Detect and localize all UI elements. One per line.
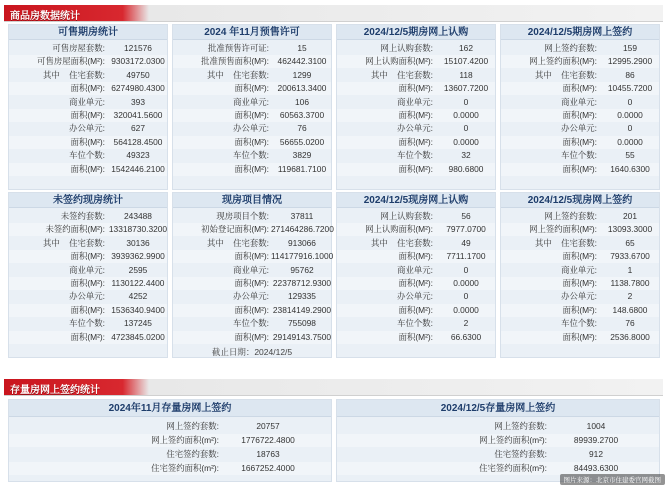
row-label: 办公单元: <box>397 123 433 134</box>
row-label: 住宅套数: <box>397 237 433 248</box>
row-label: 网上签约套数: <box>494 421 547 431</box>
row-value: 10455.7200 <box>607 83 653 94</box>
row-label: 面积(M²): <box>70 304 105 315</box>
stats-row <box>9 462 331 475</box>
row-label: 面积(M²): <box>398 110 433 120</box>
stats-row <box>501 96 659 109</box>
stats-row <box>337 317 495 330</box>
row-value: 13093.3000 <box>607 224 653 235</box>
stats-panel <box>336 192 496 358</box>
row-label: 网上签约套数: <box>544 43 597 53</box>
row-value: 0 <box>627 96 633 107</box>
row-label: 面积(M²): <box>234 83 269 94</box>
row-value: 980.6800 <box>448 163 484 174</box>
row-label: 商业单元: <box>561 264 597 275</box>
row-value: 95762 <box>290 264 314 275</box>
row-label: 住宅签约面积(m²): <box>151 463 219 473</box>
row-value: 912 <box>589 449 603 459</box>
row-value: 86 <box>625 69 635 80</box>
row-label: 住宅套数: <box>561 237 597 248</box>
panel-title: 2024/12/5期房网上签约 <box>501 25 659 40</box>
stats-row <box>173 163 331 176</box>
stats-row <box>337 69 495 82</box>
row-value: 89939.2700 <box>573 435 619 445</box>
stats-row <box>501 264 659 277</box>
row-label: 面积(M²): <box>70 251 105 262</box>
row-value: 22378712.9300 <box>272 278 332 288</box>
stats-panel <box>500 24 660 190</box>
stats-row <box>173 109 331 122</box>
row-label: 车位个数: <box>233 318 269 329</box>
row-label: 面积(M²): <box>562 163 597 174</box>
stats-row <box>9 331 167 344</box>
row-qualifier: 其中 <box>535 69 552 80</box>
row-value: 200613.3400 <box>277 83 327 94</box>
row-label: 住宅套数: <box>233 69 269 80</box>
row-qualifier: 其中 <box>43 69 60 80</box>
row-value: 0.0000 <box>453 110 479 120</box>
stock-panel <box>8 399 332 482</box>
row-label: 面积(M²): <box>398 163 433 174</box>
row-label: 网上签约面积(M²): <box>529 56 597 67</box>
panel-title: 2024/12/5期房网上认购 <box>337 25 495 40</box>
row-value: 0.0000 <box>617 110 643 120</box>
row-label: 车位个数: <box>397 150 433 161</box>
stats-row <box>173 223 334 236</box>
row-value: 462442.3100 <box>277 56 327 67</box>
stats-row <box>337 223 495 236</box>
row-label: 面积(M²): <box>70 278 105 288</box>
stats-row <box>9 250 167 263</box>
stats-row <box>337 163 495 176</box>
stats-row <box>337 237 495 250</box>
row-label: 面积(M²): <box>398 304 433 315</box>
row-label: 车位个数: <box>397 318 433 329</box>
row-value: 20757 <box>256 421 280 431</box>
stats-row <box>9 122 167 135</box>
row-label: 网上认购面积(M²): <box>365 224 433 235</box>
row-value: 0 <box>627 123 633 134</box>
stats-row <box>9 237 167 250</box>
row-label: 面积(M²): <box>70 136 105 147</box>
stats-panel <box>336 24 496 190</box>
row-label: 办公单元: <box>69 291 105 302</box>
row-value: 13318730.3200 <box>108 224 168 235</box>
row-value: 159 <box>623 43 637 53</box>
row-value: 1776722.4800 <box>241 435 295 445</box>
stats-row <box>173 317 331 330</box>
row-value: 65 <box>625 237 635 248</box>
row-label: 车位个数: <box>561 150 597 161</box>
row-qualifier: 其中 <box>43 237 60 248</box>
row-value: 2536.8000 <box>610 331 650 342</box>
stats-row <box>9 264 167 277</box>
stats-row <box>173 250 334 263</box>
stats-row <box>337 109 495 122</box>
stats-row <box>173 277 331 290</box>
stats-row <box>337 149 495 162</box>
row-label: 网上签约套数: <box>544 211 597 221</box>
row-label: 办公单元: <box>561 291 597 302</box>
row-value: 23814149.2900 <box>272 304 332 315</box>
row-value: 119681.7100 <box>277 163 327 174</box>
row-value: 1299 <box>292 69 312 80</box>
row-value: 0 <box>463 96 469 107</box>
row-value: 0 <box>463 123 469 134</box>
row-label: 网上签约套数: <box>166 421 219 431</box>
stats-row <box>501 163 659 176</box>
row-value: 18763 <box>256 449 280 459</box>
row-label: 批准预售许可证: <box>208 43 269 53</box>
row-value: 84493.6300 <box>573 463 619 473</box>
stats-row <box>337 122 495 135</box>
row-label: 商业单元: <box>69 96 105 107</box>
row-value: 2 <box>463 318 469 329</box>
row-value: 13607.7200 <box>443 83 489 94</box>
row-value: 49323 <box>126 150 150 161</box>
row-label: 初始登记面积(M²): <box>201 224 269 235</box>
row-value: 393 <box>131 96 145 107</box>
row-label: 面积(M²): <box>398 136 433 147</box>
row-label: 车位个数: <box>69 318 105 329</box>
row-label: 面积(M²): <box>562 251 597 262</box>
row-label: 网上认购面积(M²): <box>365 56 433 67</box>
stats-row <box>337 448 659 461</box>
row-value: 37811 <box>290 211 314 221</box>
row-value: 12995.2900 <box>607 56 653 67</box>
row-value: 7711.1700 <box>446 251 486 262</box>
stats-row <box>173 264 331 277</box>
section-header-stock <box>4 379 663 396</box>
row-label: 商业单元: <box>233 96 269 107</box>
row-label: 面积(M²): <box>562 136 597 147</box>
row-label: 住宅签约面积(m²): <box>479 463 547 473</box>
stats-row <box>9 109 167 122</box>
row-value: 1130122.4400 <box>111 278 165 288</box>
row-value: 9303172.0300 <box>111 56 165 67</box>
row-label: 商业单元: <box>561 96 597 107</box>
stats-panel <box>172 192 332 358</box>
row-value: 755098 <box>288 318 316 329</box>
row-label: 办公单元: <box>397 291 433 302</box>
row-label: 面积(M²): <box>234 163 269 174</box>
row-label: 面积(M²): <box>398 83 433 94</box>
stats-row <box>173 331 331 344</box>
stats-row <box>173 55 331 68</box>
row-label: 住宅签约套数: <box>166 449 219 459</box>
row-value: 30136 <box>126 237 150 248</box>
row-value: 114177916.1000 <box>271 251 334 262</box>
row-label: 面积(M²): <box>234 331 269 342</box>
stats-row <box>173 290 331 303</box>
row-value: 106 <box>295 96 309 107</box>
row-value: 627 <box>131 123 145 134</box>
panel-title: 2024/12/5现房网上认购 <box>337 193 495 208</box>
row-qualifier: 其中 <box>207 237 224 248</box>
panel-title: 现房项目情况 <box>173 193 331 208</box>
stats-row <box>501 122 659 135</box>
row-label: 面积(M²): <box>398 331 433 342</box>
row-value: 60563.3700 <box>279 110 325 120</box>
stats-row <box>501 55 659 68</box>
stats-row <box>337 82 495 95</box>
panel-title: 可售期房统计 <box>9 25 167 40</box>
stats-row <box>337 331 495 344</box>
section-title: 商品房数据统计 <box>10 11 80 22</box>
row-label: 面积(M²): <box>562 83 597 94</box>
row-value: 49750 <box>126 69 150 80</box>
row-value: 201 <box>623 211 637 221</box>
row-value: 55 <box>625 150 635 161</box>
row-label: 办公单元: <box>69 123 105 134</box>
row-label: 办公单元: <box>561 123 597 134</box>
stats-row <box>337 96 495 109</box>
row-label: 车位个数: <box>233 150 269 161</box>
row-value: 0.0000 <box>453 278 479 288</box>
stats-row <box>9 82 167 95</box>
stats-row <box>173 69 331 82</box>
stats-row <box>9 304 167 317</box>
stats-row <box>173 42 331 55</box>
row-label: 未签约套数: <box>60 211 105 221</box>
row-label: 面积(M²): <box>234 110 269 120</box>
row-label: 可售房屋套数: <box>52 43 105 53</box>
row-value: 4252 <box>128 291 148 302</box>
stats-row <box>9 434 331 447</box>
stats-row <box>173 237 331 250</box>
stats-row <box>501 290 659 303</box>
row-label: 面积(M²): <box>70 83 105 94</box>
row-label: 住宅套数: <box>233 237 269 248</box>
row-label: 面积(M²): <box>398 278 433 288</box>
stats-row <box>337 250 495 263</box>
stats-row <box>9 136 167 149</box>
stats-row <box>9 448 331 461</box>
image-source-caption: 图片来源：北京市住建委官网截图 <box>560 474 666 485</box>
stats-row <box>501 109 659 122</box>
row-label: 面积(M²): <box>234 251 269 262</box>
row-label: 住宅套数: <box>69 69 105 80</box>
row-value: 56655.0200 <box>279 136 325 147</box>
row-value: 6274980.4300 <box>111 83 165 94</box>
stats-row <box>337 304 495 317</box>
stats-row <box>337 210 495 223</box>
stats-row <box>337 434 659 447</box>
stats-row <box>501 136 659 149</box>
row-value: 129335 <box>288 291 316 302</box>
row-label: 住宅签约套数: <box>494 449 547 459</box>
row-value: 3829 <box>292 150 312 161</box>
stats-row <box>501 69 659 82</box>
row-value: 137245 <box>124 318 152 329</box>
panel-title: 2024 年11月预售许可 <box>173 25 331 40</box>
row-value: 76 <box>297 123 307 134</box>
row-label: 面积(M²): <box>70 163 105 174</box>
stats-row <box>173 96 331 109</box>
row-label: 面积(M²): <box>70 331 105 342</box>
stats-row <box>337 264 495 277</box>
row-value: 15 <box>297 43 307 53</box>
row-label: 可售房屋面积(M²): <box>37 56 105 67</box>
row-value: 2 <box>627 291 633 302</box>
row-qualifier: 其中 <box>371 237 388 248</box>
row-label: 住宅套数: <box>69 237 105 248</box>
stats-row <box>337 277 495 290</box>
row-value: 49 <box>461 237 471 248</box>
row-label: 商业单元: <box>397 96 433 107</box>
stats-row <box>337 136 495 149</box>
row-label: 商业单元: <box>233 264 269 275</box>
stats-row <box>173 122 331 135</box>
row-value: 1138.7800 <box>610 278 650 288</box>
stats-row <box>501 250 659 263</box>
row-label: 面积(M²): <box>562 331 597 342</box>
row-label: 网上认购套数: <box>380 43 433 53</box>
row-value: 1536340.9400 <box>111 304 165 315</box>
row-value: 243488 <box>124 211 152 221</box>
row-label: 面积(M²): <box>234 278 269 288</box>
stats-row <box>9 317 167 330</box>
stats-row <box>173 82 331 95</box>
stats-row <box>9 420 331 433</box>
row-value: 564128.4500 <box>113 136 163 147</box>
panel-title: 2024年11月存量房网上签约 <box>9 400 331 417</box>
row-value: 7933.6700 <box>610 251 650 262</box>
stats-row <box>501 237 659 250</box>
stats-panel <box>8 192 168 358</box>
row-label: 网上认购套数: <box>380 211 433 221</box>
row-value: 1004 <box>586 421 606 431</box>
row-value: 4723845.0200 <box>111 331 165 342</box>
row-value: 148.6800 <box>612 304 648 315</box>
row-value: 1640.6300 <box>610 163 650 174</box>
row-value: 76 <box>625 318 635 329</box>
row-value: 0.0000 <box>453 136 479 147</box>
stats-row <box>501 317 659 330</box>
stats-row <box>501 331 659 344</box>
panel-title: 未签约现房统计 <box>9 193 167 208</box>
stats-row <box>9 210 167 223</box>
stats-row <box>173 210 331 223</box>
row-value: 7977.0700 <box>446 224 486 235</box>
panel-title: 2024/12/5现房网上签约 <box>501 193 659 208</box>
row-value: 66.6300 <box>450 331 482 342</box>
stats-row <box>501 42 659 55</box>
stats-row <box>9 163 167 176</box>
stats-panel <box>172 24 332 190</box>
stats-row <box>173 304 331 317</box>
row-value: 32 <box>461 150 471 161</box>
row-value: 56 <box>461 211 471 221</box>
row-value: 0.0000 <box>617 136 643 147</box>
stats-row <box>9 42 167 55</box>
row-qualifier: 其中 <box>207 69 224 80</box>
row-label: 商业单元: <box>397 264 433 275</box>
stock-panel <box>336 399 660 482</box>
stats-row <box>9 55 167 68</box>
row-value: 1667252.4000 <box>241 463 295 473</box>
row-label: 车位个数: <box>561 318 597 329</box>
row-value: 121576 <box>124 43 152 53</box>
row-label: 办公单元: <box>233 291 269 302</box>
row-value: 118 <box>459 69 473 80</box>
row-label: 面积(M²): <box>562 304 597 315</box>
stats-row <box>173 149 331 162</box>
row-label: 网上签约面积(M²): <box>529 224 597 235</box>
row-label: 面积(M²): <box>562 110 597 120</box>
row-label: 车位个数: <box>69 150 105 161</box>
row-value: 15107.4200 <box>443 56 489 67</box>
cutoff-date: 截止日期：2024/12/5 <box>211 347 293 357</box>
stats-row <box>9 290 167 303</box>
stats-row <box>9 149 167 162</box>
stats-panel <box>500 192 660 358</box>
stats-panel <box>8 24 168 190</box>
stats-row <box>337 42 495 55</box>
row-label: 未签约面积(M²): <box>45 224 105 235</box>
stats-row <box>501 223 659 236</box>
row-value: 320041.5600 <box>113 110 163 120</box>
row-label: 面积(M²): <box>398 251 433 262</box>
row-label: 商业单元: <box>69 264 105 275</box>
row-value: 29149143.7500 <box>272 331 332 342</box>
row-label: 面积(M²): <box>234 136 269 147</box>
stats-row <box>501 304 659 317</box>
row-value: 162 <box>459 43 473 53</box>
stats-row <box>9 277 167 290</box>
row-value: 271464286.7200 <box>271 224 334 235</box>
row-value: 0 <box>463 264 469 275</box>
row-label: 网上签约面积(m²): <box>151 435 219 445</box>
stats-row <box>337 290 495 303</box>
row-label: 面积(M²): <box>562 278 597 288</box>
row-value: 913066 <box>288 237 316 248</box>
panel-title: 2024/12/5存量房网上签约 <box>337 400 659 417</box>
row-label: 现房项目个数: <box>216 211 269 221</box>
row-qualifier: 其中 <box>371 69 388 80</box>
stats-row <box>9 69 167 82</box>
row-value: 1 <box>627 264 633 275</box>
stats-row <box>337 55 495 68</box>
stats-row <box>501 82 659 95</box>
row-value: 2595 <box>128 264 148 275</box>
section-header-commercial <box>4 5 663 22</box>
stats-row <box>501 149 659 162</box>
stats-row <box>9 223 167 236</box>
section-title: 存量房网上签约统计 <box>10 385 100 396</box>
row-value: 0 <box>463 291 469 302</box>
row-label: 住宅套数: <box>397 69 433 80</box>
row-label: 批准预售面积(M²): <box>201 56 269 67</box>
row-label: 面积(M²): <box>234 304 269 315</box>
stats-row <box>337 420 659 433</box>
row-label: 面积(M²): <box>70 110 105 120</box>
row-qualifier: 其中 <box>535 237 552 248</box>
row-value: 0.0000 <box>453 304 479 315</box>
stats-row <box>9 96 167 109</box>
row-label: 住宅套数: <box>561 69 597 80</box>
row-value: 1542446.2100 <box>111 163 165 174</box>
row-label: 网上签约面积(m²): <box>479 435 547 445</box>
stats-row <box>173 136 331 149</box>
stats-row <box>501 210 659 223</box>
row-label: 办公单元: <box>233 123 269 134</box>
row-value: 3939362.9900 <box>111 251 165 262</box>
stats-row <box>501 277 659 290</box>
